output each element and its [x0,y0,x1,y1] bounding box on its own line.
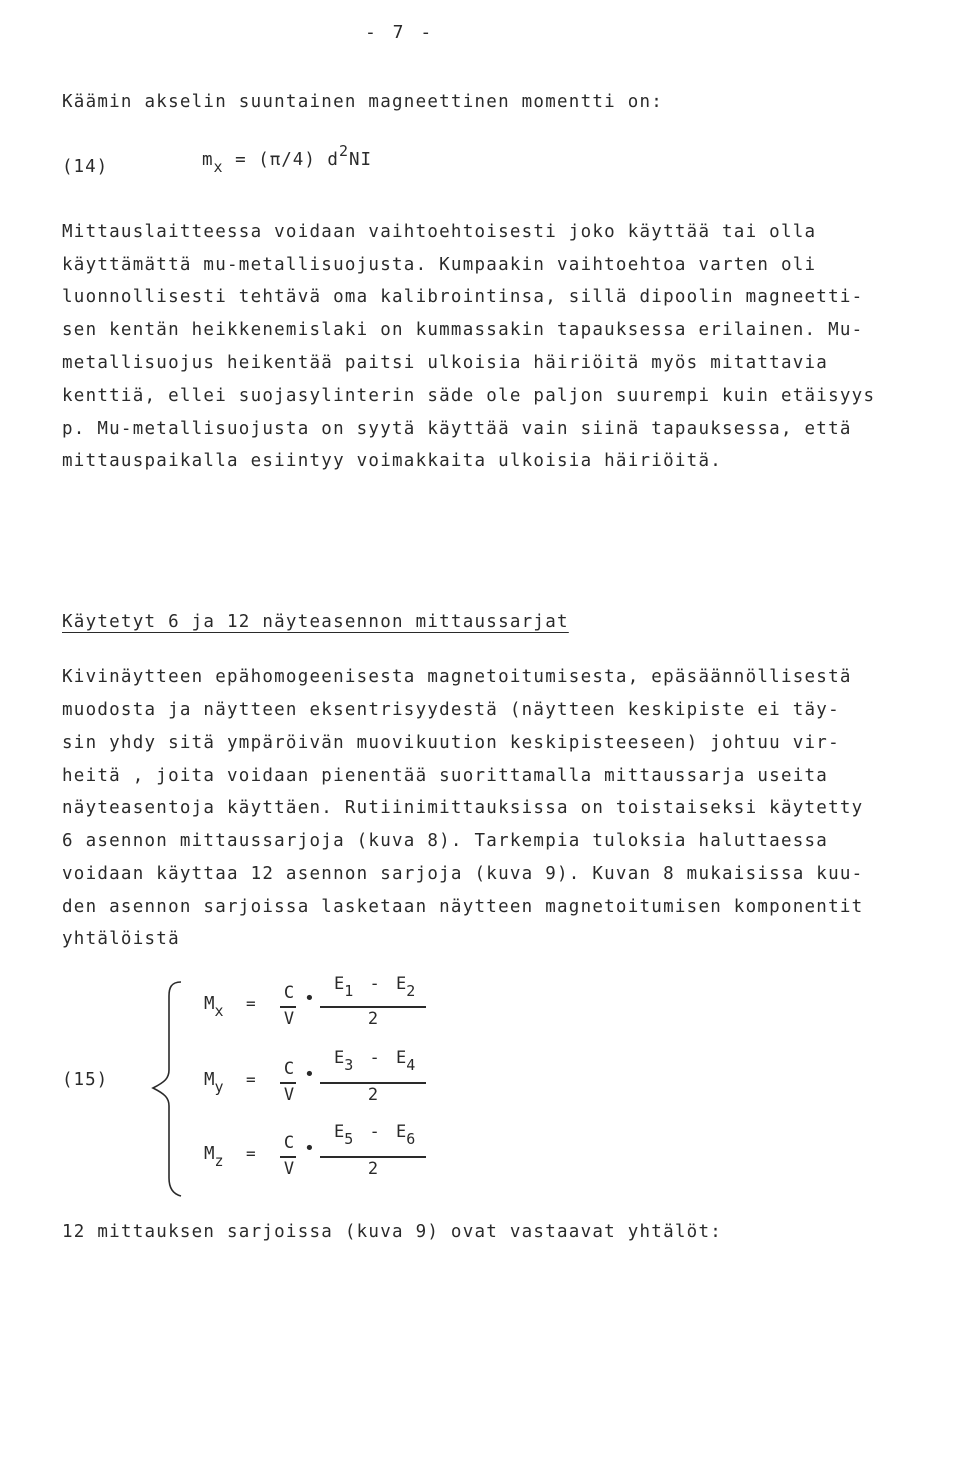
mx-sub: x [214,1002,224,1020]
mx-eb: E [396,974,407,994]
paragraph-line: voidaan käyttaa 12 asennon sarjoja (kuva 9). Kuvan 8 mukaisissa kuu- [62,864,864,884]
mx-c: C [283,983,295,1003]
mx-denominator: 2 [367,1009,379,1029]
mz-v: V [283,1159,295,1179]
eq14-rhs-sup: 2 [338,142,349,160]
paragraph-line: kenttiä, ellei suojasylinterin säde ole paljon suurempi kuin etäisyys [62,386,876,406]
mz-denominator: 2 [367,1159,379,1179]
my-eb: E [396,1048,407,1068]
mz-eb-sub: 6 [406,1130,416,1148]
mx-c-bar [280,1006,296,1008]
my-equals: = [246,1070,256,1089]
paragraph-line: Kivinäytteen epähomogeenisesta magnetoitumisesta, epäsäännöllisestä [62,667,852,687]
my-denominator: 2 [367,1085,379,1105]
my-minus: - [369,1048,380,1068]
mz-minus: - [369,1122,380,1142]
mx-ea-sub: 1 [344,982,354,1000]
closing-line: 12 mittauksen sarjoissa (kuva 9) ovat vastaavat yhtälöt: [62,1222,723,1242]
equation-14 [202,142,373,176]
mx-dot: • [304,988,315,1009]
mx-v: V [283,1009,295,1029]
mz-c-bar [280,1156,296,1158]
mx-eb-sub: 2 [406,982,416,1000]
mx-symbol: M [204,994,215,1014]
mz-c: C [283,1133,295,1153]
paragraph-line: mittauspaikalla esiintyy voimakkaita ulkoisia häiriöitä. [62,451,723,471]
mx-minus: - [369,974,380,994]
paragraph-line: metallisuojus heikentää paitsi ulkoisia häiriöitä myös mitattavia [62,353,829,373]
eq14-rhs: = (π/4) d [235,150,339,170]
equation-15-number: (15) [62,1070,109,1090]
my-sub: y [214,1078,224,1096]
mx-ea: E [334,974,345,994]
paragraph-line: sin yhdy sitä ympäröivän muovikuution keskipisteeseen) johtuu vir- [62,733,840,753]
page-number: - 7 - [365,22,435,43]
mz-eb: E [396,1122,407,1142]
paragraph-line: 6 asennon mittaussarjoja (kuva 8). Tarkempia tuloksia haluttaessa [62,831,829,851]
my-symbol: M [204,1070,215,1090]
my-c-bar [280,1082,296,1084]
paragraph-line: luonnollisesti tehtävä oma kalibrointinsa, sillä dipoolin magneetti- [62,287,864,307]
my-ea-sub: 3 [344,1056,354,1074]
eq14-lhs-sub: x [213,158,224,176]
mz-dot: • [304,1138,315,1159]
my-dot: • [304,1064,315,1085]
paragraph-line: sen kentän heikkenemislaki on kummassakin tapauksessa erilainen. Mu- [62,320,864,340]
my-fraction-bar [320,1082,426,1084]
equation-14-number: (14) [62,157,109,177]
mz-fraction-bar [320,1156,426,1158]
my-ea: E [334,1048,345,1068]
paragraph-line: näyteasentoja käyttäen. Rutiinimittauksissa on toistaiseksi käytetty [62,798,864,818]
mz-ea-sub: 5 [344,1130,354,1148]
mx-fraction-bar [320,1006,426,1008]
paragraph-line: heitä , joita voidaan pienentää suorittamalla mittaussarja useita [62,766,829,786]
my-eb-sub: 4 [406,1056,416,1074]
mz-ea: E [334,1122,345,1142]
mx-equals: = [246,994,256,1013]
paragraph-line: yhtälöistä [62,929,180,949]
paragraph-line: käyttämättä mu-metallisuojusta. Kumpaakin vaihtoehtoa varten oli [62,255,817,275]
paragraph-line: den asennon sarjoissa lasketaan näytteen magnetoitumisen komponentit [62,897,864,917]
left-brace-icon [145,978,185,1200]
mz-sub: z [214,1152,224,1170]
mz-equals: = [246,1144,256,1163]
intro-line: Käämin akselin suuntainen magneettinen momentti on: [62,92,664,112]
section-heading: Käytetyt 6 ja 12 näyteasennon mittaussarjat [62,612,569,632]
paragraph-line: Mittauslaitteessa voidaan vaihtoehtoisesti joko käyttää tai olla [62,222,817,242]
my-c: C [283,1059,295,1079]
mz-symbol: M [204,1144,215,1164]
eq14-rhs-post: NI [348,150,373,170]
my-v: V [283,1085,295,1105]
paragraph-line: p. Mu-metallisuojusta on syytä käyttää vain siinä tapauksessa, että [62,419,852,439]
paragraph-line: muodosta ja näytteen eksentrisyydestä (näytteen keskipiste ei täy- [62,700,840,720]
eq14-lhs: m [202,150,214,170]
